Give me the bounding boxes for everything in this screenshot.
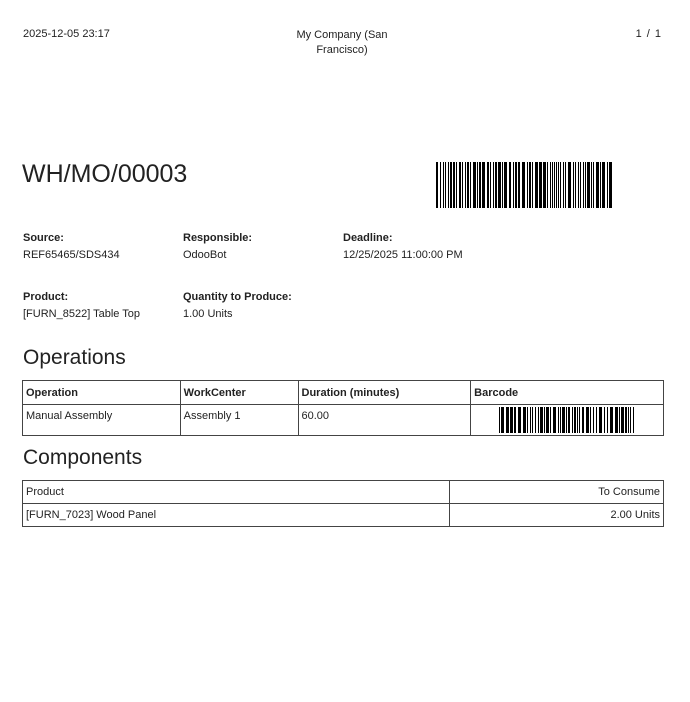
barcode-cell [471,405,664,436]
workcenter-cell [180,405,298,436]
responsible-label: Responsible: [183,232,253,244]
print-datetime: 2025-12-05 23:17 [23,28,110,40]
operations-header-operation: Operation [23,381,181,405]
operations-header-duration: Duration (minutes) [298,381,471,405]
duration-value: 60.00 [301,410,330,422]
operations-header-row [23,381,664,405]
document-title: WH/MO/00003 [22,160,188,188]
product-field [23,289,140,323]
product-label: Product: [23,291,69,303]
deadline-value: 12/25/2025 11:00:00 PM [343,249,463,261]
source-label: Source: [23,232,64,244]
company-name-line1: My Company (San [296,29,388,41]
operation-cell [23,405,181,436]
operations-table [22,380,664,436]
duration-cell [298,405,471,436]
document-barcode-image [436,162,614,208]
responsible-value: OdooBot [183,249,227,261]
operations-header-workcenter: WorkCenter [180,381,298,405]
component-to-consume: 2.00 Units [450,504,664,527]
quantity-value: 1.00 Units [183,308,233,320]
operation-name: Manual Assembly [26,410,113,422]
components-title: Components [23,446,143,469]
page-number: 1 / 1 [635,28,662,40]
components-header-product: Product [23,481,450,504]
table-row [23,504,664,527]
workcenter-name: Assembly 1 [183,410,241,422]
product-value: [FURN_8522] Table Top [23,308,140,320]
quantity-field [183,289,292,323]
components-header-row [23,481,664,504]
table-row [23,405,664,436]
operations-title: Operations [23,346,126,369]
components-header-to-consume: To Consume [450,481,664,504]
company-name-line2: Francisco) [316,44,368,56]
company-name [282,28,402,58]
responsible-field [183,230,252,264]
deadline-field [343,230,463,264]
components-table [22,480,664,527]
quantity-label: Quantity to Produce: [183,291,292,303]
deadline-label: Deadline: [343,232,393,244]
source-value: REF65465/SDS434 [23,249,120,261]
component-product: [FURN_7023] Wood Panel [23,504,450,527]
source-field [23,230,120,264]
operations-header-barcode: Barcode [471,381,664,405]
operation-barcode-image [499,407,636,433]
